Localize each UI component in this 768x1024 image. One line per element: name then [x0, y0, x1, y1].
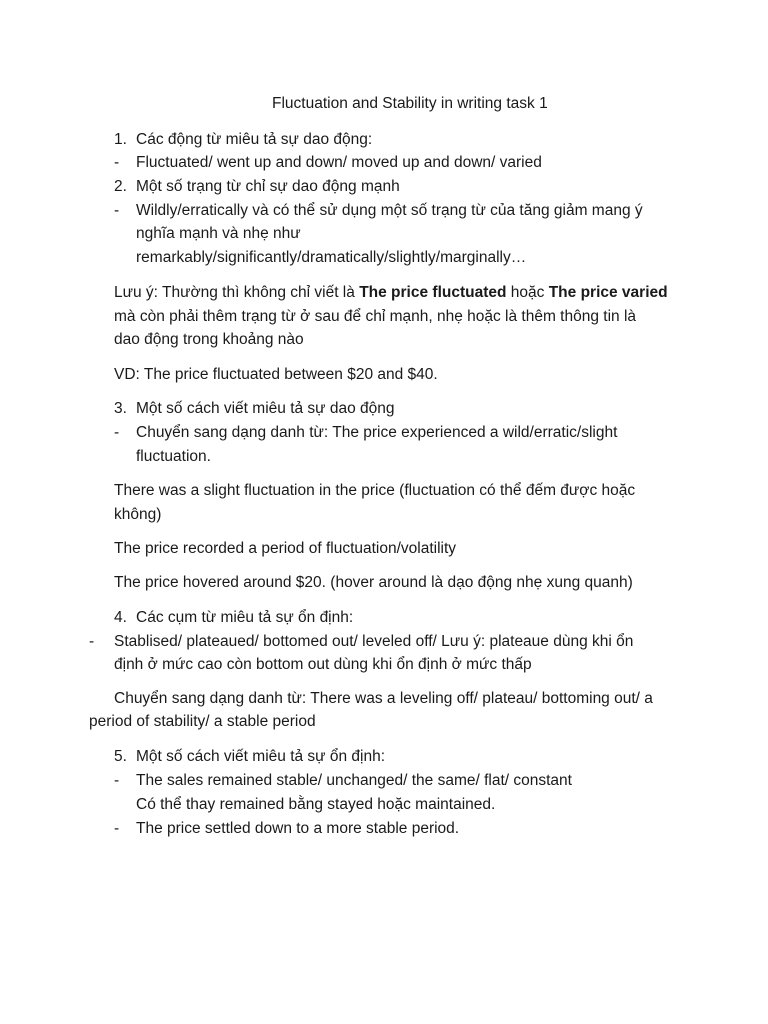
- section-3-paragraph-3: The price hovered around $20. (hover around là dạo động nhẹ xung quanh): [114, 574, 633, 591]
- section-2-item-line-3: remarkably/significantly/dramatically/slightly/marginally…: [136, 249, 527, 266]
- section-4-heading: Các cụm từ miêu tả sự ổn định:: [136, 609, 354, 626]
- document-title: Fluctuation and Stability in writing task 1: [272, 95, 548, 112]
- section-3-heading: Một số cách viết miêu tả sự dao động: [136, 400, 395, 417]
- section-4-paragraph-line-1: Chuyển sang dạng danh từ: There was a leveling off/ plateau/ bottoming out/ a: [114, 690, 653, 707]
- note-line-1: [114, 283, 668, 303]
- section-2-heading: Một số trạng từ chỉ sự dao động mạnh: [136, 178, 400, 195]
- note-bold-example-1: The price fluctuated: [359, 284, 507, 301]
- section-2-item-line-2: nghĩa mạnh và nhẹ như: [136, 225, 301, 242]
- section-1-heading: Các động từ miêu tả sự dao động:: [136, 131, 373, 148]
- section-5-item-1-line-1: The sales remained stable/ unchanged/ the same/ flat/ constant: [136, 772, 572, 789]
- list-number-4: 4.: [114, 609, 127, 626]
- note-bold-example-2: The price varied: [548, 284, 668, 301]
- bullet-dash: -: [114, 772, 120, 789]
- bullet-dash: -: [114, 202, 120, 219]
- section-3-paragraph-1-line-1: There was a slight fluctuation in the price (fluctuation có thể đếm được hoặc: [114, 482, 636, 499]
- note-line-3: dao động trong khoảng nào: [114, 331, 304, 348]
- bullet-dash: -: [114, 820, 120, 837]
- section-4-item-line-1: Stablised/ plateaued/ bottomed out/ leveled off/ Lưu ý: plateaue dùng khi ổn: [114, 633, 634, 650]
- list-number-1: 1.: [114, 131, 127, 148]
- bullet-dash: -: [114, 424, 120, 441]
- example-line: VD: The price fluctuated between $20 and $40.: [114, 366, 438, 383]
- list-number-2: 2.: [114, 178, 127, 195]
- section-5-heading: Một số cách viết miêu tả sự ổn định:: [136, 748, 386, 765]
- note-text: Lưu ý: Thường thì không chỉ viết là: [114, 284, 360, 301]
- list-number-5: 5.: [114, 748, 127, 765]
- note-line-2: mà còn phải thêm trạng từ ở sau để chỉ mạnh, nhẹ hoặc là thêm thông tin là: [114, 308, 637, 325]
- section-1-item: Fluctuated/ went up and down/ moved up and down/ varied: [136, 154, 542, 171]
- section-5-item-1-line-2: Có thể thay remained bằng stayed hoặc maintained.: [136, 796, 496, 813]
- section-3-paragraph-2: The price recorded a period of fluctuation/volatility: [114, 540, 457, 557]
- list-number-3: 3.: [114, 400, 127, 417]
- section-4-item-line-2: định ở mức cao còn bottom out dùng khi ổn định ở mức thấp: [114, 656, 532, 673]
- note-text: hoặc: [506, 284, 549, 301]
- section-3-item-line-1: Chuyển sang dạng danh từ: The price experienced a wild/erratic/slight: [136, 424, 618, 441]
- bullet-dash: -: [114, 154, 120, 171]
- section-3-paragraph-1-line-2: không): [114, 506, 162, 523]
- bullet-dash: -: [89, 633, 95, 650]
- section-3-item-line-2: fluctuation.: [136, 448, 211, 465]
- section-5-item-2: The price settled down to a more stable period.: [136, 820, 460, 837]
- section-4-paragraph-line-2: period of stability/ a stable period: [89, 713, 316, 730]
- section-2-item-line-1: Wildly/erratically và có thể sử dụng một số trạng từ của tăng giảm mang ý: [136, 202, 643, 219]
